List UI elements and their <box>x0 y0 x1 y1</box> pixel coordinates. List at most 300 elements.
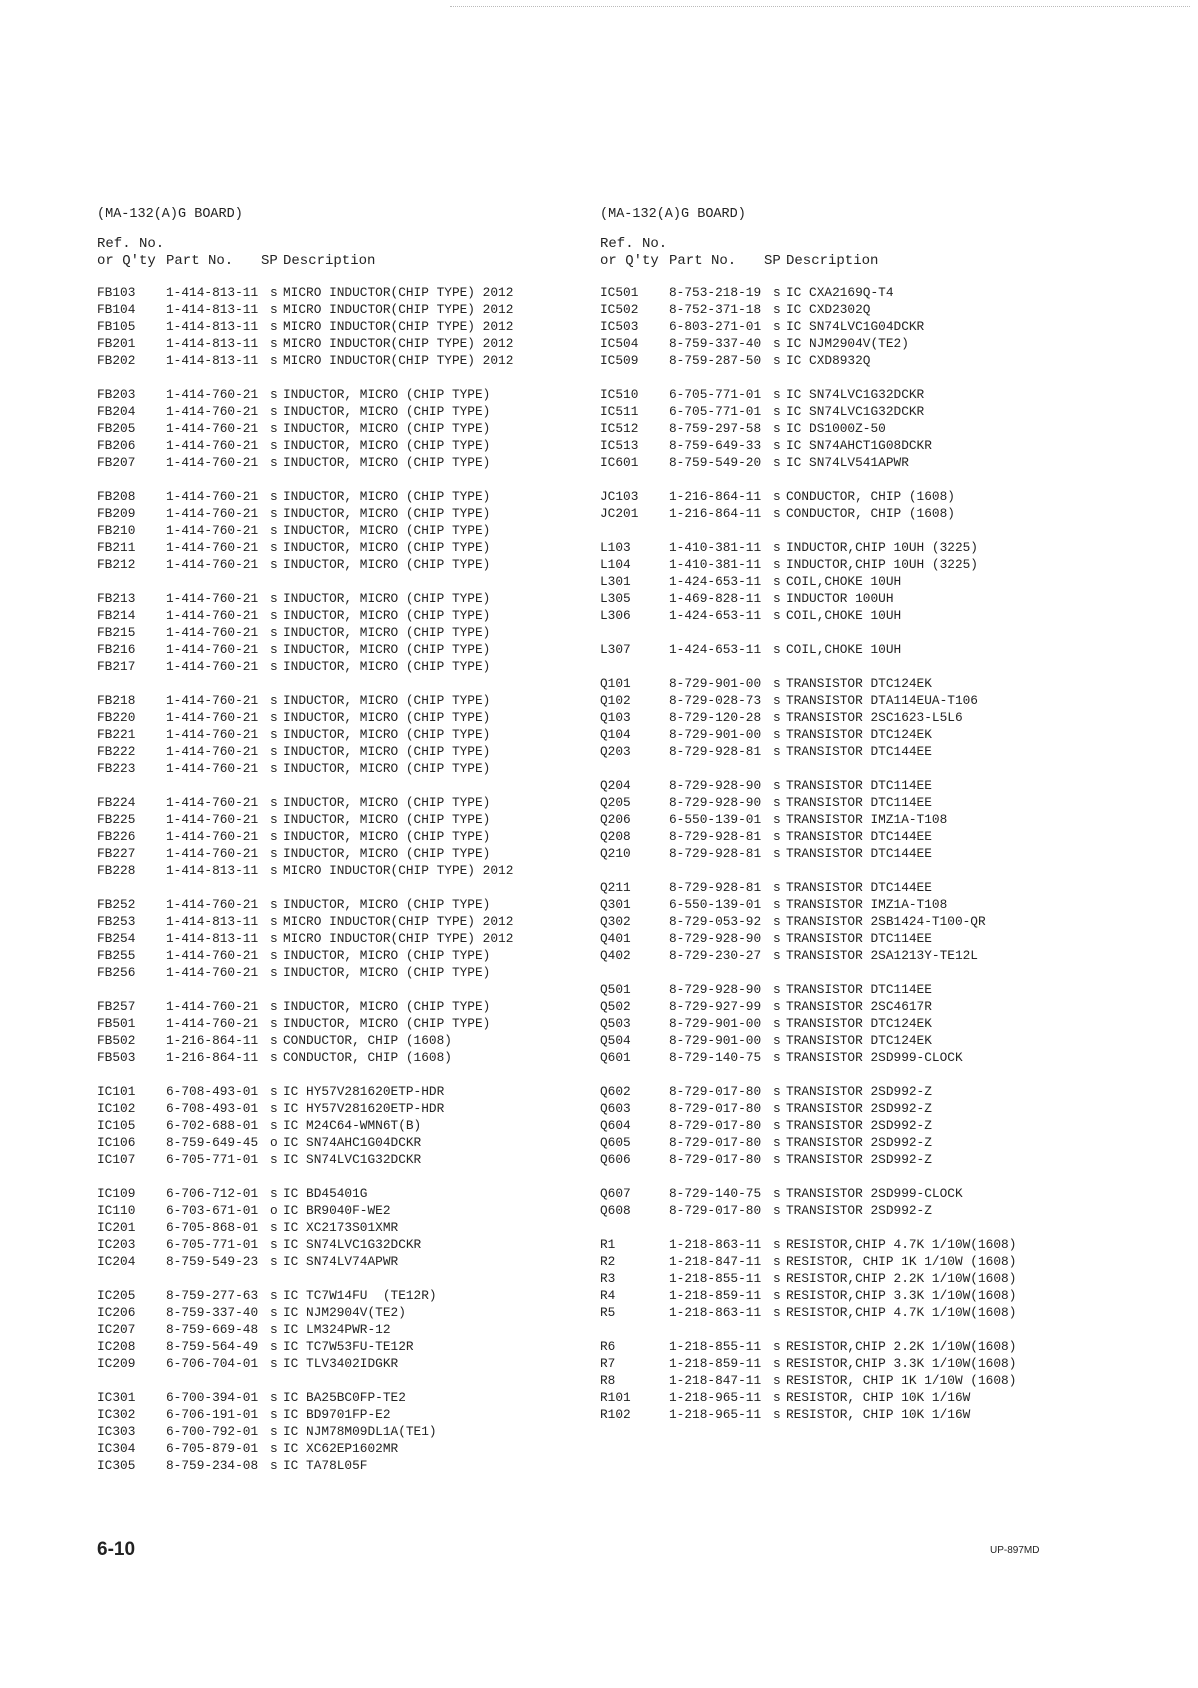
sp-code: s <box>773 1271 781 1286</box>
parts-row <box>600 1185 1100 1202</box>
sp-code: s <box>270 353 278 368</box>
part-no: 8-729-928-90 <box>669 795 762 810</box>
sp-code: s <box>270 1305 278 1320</box>
description: MICRO INDUCTOR(CHIP TYPE) 2012 <box>283 285 514 300</box>
part-no: 6-705-771-01 <box>669 387 762 402</box>
description: TRANSISTOR 2SD999-CLOCK <box>786 1186 963 1201</box>
sp-code: s <box>773 455 781 470</box>
sp-code: s <box>270 557 278 572</box>
ref-no: FB212 <box>97 557 136 572</box>
description: TRANSISTOR 2SD992-Z <box>786 1135 932 1150</box>
part-no: 6-705-771-01 <box>669 404 762 419</box>
sp-code: s <box>270 1288 278 1303</box>
description: TRANSISTOR DTA114EUA-T106 <box>786 693 978 708</box>
parts-row <box>600 981 1100 998</box>
parts-row <box>600 505 1100 522</box>
description: IC CXD2302Q <box>786 302 871 317</box>
header-ref-no: Ref. No. <box>600 236 668 252</box>
ref-no: IC207 <box>97 1322 136 1337</box>
description: INDUCTOR, MICRO (CHIP TYPE) <box>283 659 491 674</box>
parts-row <box>600 454 1100 471</box>
ref-no: FB217 <box>97 659 136 674</box>
sp-code: s <box>270 659 278 674</box>
description: RESISTOR,CHIP 4.7K 1/10W(1608) <box>786 1237 1017 1252</box>
sp-code: s <box>773 557 781 572</box>
parts-row <box>97 352 597 369</box>
ref-no: Q206 <box>600 812 631 827</box>
parts-row <box>97 403 597 420</box>
ref-no: Q208 <box>600 829 631 844</box>
parts-row <box>97 335 597 352</box>
part-no: 6-700-792-01 <box>166 1424 259 1439</box>
sp-code: s <box>270 1390 278 1405</box>
sp-code: s <box>773 795 781 810</box>
ref-no: FB104 <box>97 302 136 317</box>
ref-no: IC110 <box>97 1203 136 1218</box>
ref-no: L103 <box>600 540 631 555</box>
description: INDUCTOR, MICRO (CHIP TYPE) <box>283 744 491 759</box>
part-no: 1-414-760-21 <box>166 404 259 419</box>
parts-group <box>97 1083 597 1168</box>
parts-group <box>600 1338 1100 1423</box>
ref-no: FB221 <box>97 727 136 742</box>
parts-row <box>600 709 1100 726</box>
parts-group <box>600 539 1100 624</box>
part-no: 1-414-760-21 <box>166 846 259 861</box>
parts-row <box>600 879 1100 896</box>
description: INDUCTOR, MICRO (CHIP TYPE) <box>283 438 491 453</box>
sp-code: s <box>773 1135 781 1150</box>
parts-row <box>600 284 1100 301</box>
description: MICRO INDUCTOR(CHIP TYPE) 2012 <box>283 336 514 351</box>
sp-code: s <box>773 404 781 419</box>
header-part-no: Part No. <box>166 253 234 269</box>
header-or-qty: or Q'ty <box>600 253 659 269</box>
sp-code: s <box>270 999 278 1014</box>
part-no: 1-414-760-21 <box>166 387 259 402</box>
ref-no: FB228 <box>97 863 136 878</box>
part-no: 1-218-859-11 <box>669 1356 762 1371</box>
parts-group <box>97 1389 597 1474</box>
parts-group <box>600 777 1100 862</box>
ref-no: IC303 <box>97 1424 136 1439</box>
part-no: 1-414-813-11 <box>166 319 259 334</box>
description: INDUCTOR,CHIP 10UH (3225) <box>786 557 978 572</box>
parts-row <box>97 794 597 811</box>
part-no: 8-729-053-92 <box>669 914 762 929</box>
part-no: 1-410-381-11 <box>669 540 762 555</box>
parts-row <box>97 437 597 454</box>
sp-code: s <box>270 625 278 640</box>
part-no: 1-414-760-21 <box>166 608 259 623</box>
ref-no: Q608 <box>600 1203 631 1218</box>
parts-row <box>97 658 597 675</box>
sp-code: s <box>773 846 781 861</box>
parts-row <box>600 1015 1100 1032</box>
sp-code: s <box>270 608 278 623</box>
sp-code: s <box>773 1407 781 1422</box>
sp-code: s <box>773 1288 781 1303</box>
part-no: 8-759-234-08 <box>166 1458 259 1473</box>
description: INDUCTOR, MICRO (CHIP TYPE) <box>283 421 491 436</box>
ref-no: FB252 <box>97 897 136 912</box>
part-no: 8-759-649-45 <box>166 1135 259 1150</box>
part-no: 8-759-669-48 <box>166 1322 259 1337</box>
ref-no: R101 <box>600 1390 631 1405</box>
description: TRANSISTOR 2SD992-Z <box>786 1203 932 1218</box>
description: CONDUCTOR, CHIP (1608) <box>786 489 955 504</box>
description: CONDUCTOR, CHIP (1608) <box>283 1050 452 1065</box>
ref-no: FB222 <box>97 744 136 759</box>
description: COIL,CHOKE 10UH <box>786 574 902 589</box>
part-no: 8-759-549-23 <box>166 1254 259 1269</box>
description: TRANSISTOR DTC144EE <box>786 744 932 759</box>
parts-row <box>97 301 597 318</box>
description: INDUCTOR, MICRO (CHIP TYPE) <box>283 812 491 827</box>
part-no: 1-414-813-11 <box>166 302 259 317</box>
part-no: 1-414-760-21 <box>166 965 259 980</box>
description: TRANSISTOR DTC114EE <box>786 931 932 946</box>
ref-no: Q102 <box>600 693 631 708</box>
sp-code: s <box>773 1016 781 1031</box>
ref-no: IC301 <box>97 1390 136 1405</box>
part-no: 6-803-271-01 <box>669 319 762 334</box>
ref-no: FB202 <box>97 353 136 368</box>
ref-no: Q203 <box>600 744 631 759</box>
part-no: 8-759-649-33 <box>669 438 762 453</box>
parts-row <box>600 1338 1100 1355</box>
sp-code: s <box>773 744 781 759</box>
column-header <box>600 236 1100 284</box>
description: TRANSISTOR DTC114EE <box>786 778 932 793</box>
sp-code: o <box>270 1135 278 1150</box>
description: TRANSISTOR 2SC1623-L5L6 <box>786 710 963 725</box>
parts-row <box>97 1202 597 1219</box>
sp-code: s <box>270 336 278 351</box>
ref-no: IC305 <box>97 1458 136 1473</box>
part-no: 8-729-028-73 <box>669 693 762 708</box>
part-no: 8-729-017-80 <box>669 1203 762 1218</box>
sp-code: s <box>773 1339 781 1354</box>
description: MICRO INDUCTOR(CHIP TYPE) 2012 <box>283 353 514 368</box>
description: TRANSISTOR DTC114EE <box>786 795 932 810</box>
sp-code: s <box>270 404 278 419</box>
sp-code: s <box>270 863 278 878</box>
sp-code: s <box>773 727 781 742</box>
sp-code: s <box>773 1254 781 1269</box>
ref-no: Q604 <box>600 1118 631 1133</box>
sp-code: s <box>270 285 278 300</box>
parts-row <box>600 1202 1100 1219</box>
parts-row <box>97 760 597 777</box>
sp-code: s <box>270 1118 278 1133</box>
sp-code: s <box>270 642 278 657</box>
description: INDUCTOR, MICRO (CHIP TYPE) <box>283 557 491 572</box>
description: INDUCTOR, MICRO (CHIP TYPE) <box>283 795 491 810</box>
sp-code: s <box>270 761 278 776</box>
sp-code: s <box>270 914 278 929</box>
part-no: 1-414-760-21 <box>166 948 259 963</box>
sp-code: s <box>773 506 781 521</box>
parts-row <box>600 420 1100 437</box>
parts-row <box>97 1321 597 1338</box>
parts-row <box>600 913 1100 930</box>
description: TRANSISTOR IMZ1A-T108 <box>786 897 948 912</box>
ref-no: Q606 <box>600 1152 631 1167</box>
ref-no: FB216 <box>97 642 136 657</box>
sp-code: s <box>270 1322 278 1337</box>
description: IC SN74LVC1G32DCKR <box>786 387 925 402</box>
sp-code: s <box>270 540 278 555</box>
ref-no: FB220 <box>97 710 136 725</box>
description: IC M24C64-WMN6T(B) <box>283 1118 422 1133</box>
ref-no: FB203 <box>97 387 136 402</box>
description: IC NJM2904V(TE2) <box>283 1305 406 1320</box>
ref-no: IC511 <box>600 404 639 419</box>
sp-code: s <box>270 812 278 827</box>
parts-row <box>600 590 1100 607</box>
ref-no: IC203 <box>97 1237 136 1252</box>
part-no: 8-729-901-00 <box>669 1016 762 1031</box>
sp-code: s <box>773 880 781 895</box>
ref-no: IC304 <box>97 1441 136 1456</box>
ref-no: IC510 <box>600 387 639 402</box>
parts-group <box>97 1287 597 1372</box>
parts-row <box>600 1304 1100 1321</box>
parts-group <box>600 879 1100 964</box>
parts-row <box>600 607 1100 624</box>
sp-code: s <box>270 591 278 606</box>
ref-no: IC502 <box>600 302 639 317</box>
ref-no: IC501 <box>600 285 639 300</box>
description: RESISTOR, CHIP 10K 1/16W <box>786 1407 971 1422</box>
parts-row <box>600 930 1100 947</box>
ref-no: IC302 <box>97 1407 136 1422</box>
description: INDUCTOR, MICRO (CHIP TYPE) <box>283 846 491 861</box>
description: RESISTOR, CHIP 1K 1/10W (1608) <box>786 1373 1017 1388</box>
description: INDUCTOR, MICRO (CHIP TYPE) <box>283 761 491 776</box>
parts-group <box>97 386 597 471</box>
sp-code: s <box>270 523 278 538</box>
description: INDUCTOR, MICRO (CHIP TYPE) <box>283 608 491 623</box>
ref-no: IC601 <box>600 455 639 470</box>
sp-code: s <box>773 897 781 912</box>
part-no: 8-729-928-90 <box>669 778 762 793</box>
part-no: 1-414-760-21 <box>166 727 259 742</box>
sp-code: s <box>773 336 781 351</box>
parts-row <box>600 352 1100 369</box>
part-no: 8-729-017-80 <box>669 1135 762 1150</box>
sp-code: s <box>270 1441 278 1456</box>
description: INDUCTOR, MICRO (CHIP TYPE) <box>283 965 491 980</box>
part-no: 1-414-813-11 <box>166 914 259 929</box>
part-no: 1-218-855-11 <box>669 1339 762 1354</box>
ref-no: Q607 <box>600 1186 631 1201</box>
parts-row <box>97 1219 597 1236</box>
ref-no: IC509 <box>600 353 639 368</box>
description: IC SN74AHC1G04DCKR <box>283 1135 422 1150</box>
sp-code: s <box>270 421 278 436</box>
part-no: 6-700-394-01 <box>166 1390 259 1405</box>
parts-group <box>600 1083 1100 1168</box>
sp-code: s <box>270 438 278 453</box>
description: TRANSISTOR 2SC4617R <box>786 999 932 1014</box>
sp-code: s <box>270 1339 278 1354</box>
ref-no: R2 <box>600 1254 616 1269</box>
header-sp: SP <box>764 253 781 269</box>
description: MICRO INDUCTOR(CHIP TYPE) 2012 <box>283 302 514 317</box>
ref-no: FB226 <box>97 829 136 844</box>
ref-no: IC102 <box>97 1101 136 1116</box>
part-no: 1-414-760-21 <box>166 829 259 844</box>
part-no: 8-729-928-81 <box>669 846 762 861</box>
ref-no: FB254 <box>97 931 136 946</box>
part-no: 8-729-017-80 <box>669 1084 762 1099</box>
parts-group <box>97 998 597 1066</box>
ref-no: Q504 <box>600 1033 631 1048</box>
part-no: 8-752-371-18 <box>669 302 762 317</box>
part-no: 1-414-813-11 <box>166 353 259 368</box>
ref-no: Q104 <box>600 727 631 742</box>
description: COIL,CHOKE 10UH <box>786 608 902 623</box>
parts-row <box>600 828 1100 845</box>
description: IC DS1000Z-50 <box>786 421 886 436</box>
ref-no: FB257 <box>97 999 136 1014</box>
parts-row <box>600 1406 1100 1423</box>
part-no: 6-708-493-01 <box>166 1101 259 1116</box>
part-no: 1-218-855-11 <box>669 1271 762 1286</box>
parts-row <box>97 1236 597 1253</box>
part-no: 6-705-879-01 <box>166 1441 259 1456</box>
parts-row <box>600 1389 1100 1406</box>
sp-code: s <box>773 387 781 402</box>
description: IC SN74LVC1G32DCKR <box>786 404 925 419</box>
ref-no: Q211 <box>600 880 631 895</box>
header-or-qty: or Q'ty <box>97 253 156 269</box>
sp-code: s <box>773 1050 781 1065</box>
sp-code: s <box>270 1237 278 1252</box>
ref-no: IC101 <box>97 1084 136 1099</box>
parts-group <box>600 675 1100 760</box>
ref-no: FB218 <box>97 693 136 708</box>
part-no: 8-759-287-50 <box>669 353 762 368</box>
parts-group <box>600 981 1100 1066</box>
part-no: 1-414-760-21 <box>166 710 259 725</box>
part-no: 1-218-965-11 <box>669 1390 762 1405</box>
parts-row <box>97 913 597 930</box>
ref-no: FB105 <box>97 319 136 334</box>
ref-no: L104 <box>600 557 631 572</box>
parts-groups <box>600 284 1100 1423</box>
parts-row <box>600 318 1100 335</box>
parts-row <box>97 318 597 335</box>
description: IC SN74AHCT1G08DCKR <box>786 438 932 453</box>
part-no: 8-729-230-27 <box>669 948 762 963</box>
parts-row <box>600 1100 1100 1117</box>
description: MICRO INDUCTOR(CHIP TYPE) 2012 <box>283 914 514 929</box>
parts-list-right-column <box>600 206 1100 1440</box>
parts-row <box>600 1253 1100 1270</box>
parts-group <box>600 1185 1100 1219</box>
header-sp: SP <box>261 253 278 269</box>
parts-row <box>97 709 597 726</box>
description: RESISTOR,CHIP 3.3K 1/10W(1608) <box>786 1288 1017 1303</box>
board-title: (MA-132(A)G BOARD) <box>600 207 746 222</box>
parts-row <box>97 488 597 505</box>
part-no: 6-705-868-01 <box>166 1220 259 1235</box>
description: IC NJM2904V(TE2) <box>786 336 909 351</box>
part-no: 1-414-760-21 <box>166 795 259 810</box>
sp-code: s <box>270 489 278 504</box>
ref-no: Q402 <box>600 948 631 963</box>
description: IC TC7W14FU (TE12R) <box>283 1288 437 1303</box>
part-no: 6-702-688-01 <box>166 1118 259 1133</box>
ref-no: FB502 <box>97 1033 136 1048</box>
part-no: 1-414-760-21 <box>166 897 259 912</box>
ref-no: IC109 <box>97 1186 136 1201</box>
description: TRANSISTOR 2SD992-Z <box>786 1084 932 1099</box>
part-no: 1-414-760-21 <box>166 625 259 640</box>
description: TRANSISTOR 2SB1424-T100-QR <box>786 914 986 929</box>
description: IC XC62EP1602MR <box>283 1441 399 1456</box>
part-no: 8-759-564-49 <box>166 1339 259 1354</box>
ref-no: IC205 <box>97 1288 136 1303</box>
sp-code: s <box>773 1305 781 1320</box>
parts-row <box>97 522 597 539</box>
sp-code: s <box>773 1186 781 1201</box>
parts-groups <box>97 284 597 1474</box>
parts-row <box>600 437 1100 454</box>
ref-no: Q205 <box>600 795 631 810</box>
description: INDUCTOR, MICRO (CHIP TYPE) <box>283 387 491 402</box>
part-no: 1-414-813-11 <box>166 863 259 878</box>
ref-no: Q301 <box>600 897 631 912</box>
sp-code: s <box>270 1356 278 1371</box>
ref-no: IC107 <box>97 1152 136 1167</box>
parts-row <box>97 624 597 641</box>
ref-no: R102 <box>600 1407 631 1422</box>
description: TRANSISTOR 2SD992-Z <box>786 1101 932 1116</box>
ref-no: IC208 <box>97 1339 136 1354</box>
description: INDUCTOR 100UH <box>786 591 894 606</box>
ref-no: L305 <box>600 591 631 606</box>
sp-code: s <box>773 812 781 827</box>
ref-no: IC512 <box>600 421 639 436</box>
description: RESISTOR, CHIP 1K 1/10W (1608) <box>786 1254 1017 1269</box>
parts-row <box>600 488 1100 505</box>
ref-no: FB227 <box>97 846 136 861</box>
parts-row <box>600 1236 1100 1253</box>
description: IC BR9040F-WE2 <box>283 1203 391 1218</box>
part-no: 1-414-813-11 <box>166 336 259 351</box>
description: IC SN74LV74APWR <box>283 1254 399 1269</box>
ref-no: FB501 <box>97 1016 136 1031</box>
description: MICRO INDUCTOR(CHIP TYPE) 2012 <box>283 863 514 878</box>
description: IC BD9701FP-E2 <box>283 1407 391 1422</box>
sp-code: s <box>773 1356 781 1371</box>
description: IC BA25BC0FP-TE2 <box>283 1390 406 1405</box>
part-no: 8-729-901-00 <box>669 676 762 691</box>
parts-row <box>97 1338 597 1355</box>
part-no: 1-218-863-11 <box>669 1305 762 1320</box>
parts-row <box>600 641 1100 658</box>
part-no: 1-414-760-21 <box>166 455 259 470</box>
ref-no: Q401 <box>600 931 631 946</box>
description: TRANSISTOR DTC114EE <box>786 982 932 997</box>
sp-code: s <box>270 1407 278 1422</box>
sp-code: s <box>270 846 278 861</box>
description: INDUCTOR, MICRO (CHIP TYPE) <box>283 829 491 844</box>
